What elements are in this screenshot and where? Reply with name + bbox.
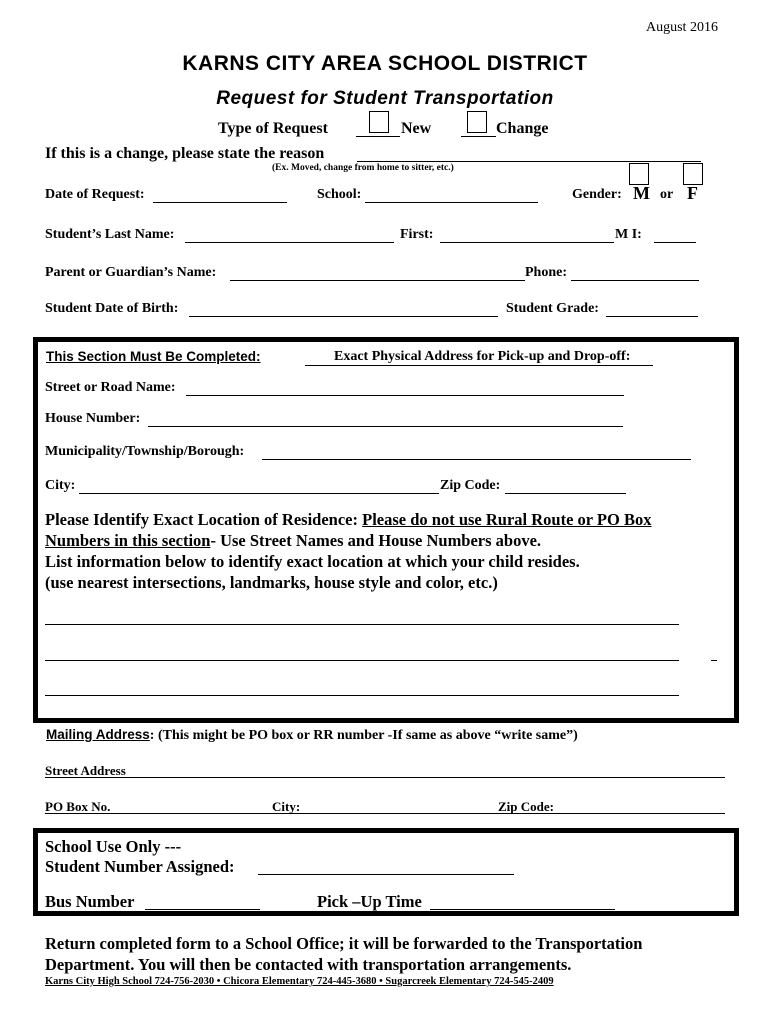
street-label: Street or Road Name: xyxy=(45,380,176,395)
location-line-2[interactable] xyxy=(45,660,679,661)
mailing-street-input[interactable] xyxy=(45,777,725,778)
gender-male-label: M xyxy=(633,183,650,203)
first-name-label: First: xyxy=(400,227,434,242)
mailing-city-label: City: xyxy=(272,799,301,814)
change-checkbox[interactable] xyxy=(467,111,487,133)
new-label: New xyxy=(401,120,432,137)
form-date: August 2016 xyxy=(646,20,718,35)
address-section-subheading: Exact Physical Address for Pick-up and Drop-off: xyxy=(334,349,631,364)
zip-input[interactable] xyxy=(505,493,626,494)
last-name-input[interactable] xyxy=(185,242,394,243)
gender-female-checkbox[interactable] xyxy=(683,163,703,185)
district-title: KARNS CITY AREA SCHOOL DISTRICT xyxy=(182,52,588,75)
dob-label: Student Date of Birth: xyxy=(45,301,179,316)
return-instructions-2: Department. You will then be contacted with transportation arrangements. xyxy=(45,955,572,974)
last-name-label: Student’s Last Name: xyxy=(45,227,175,242)
change-reason-example: (Ex. Moved, change from home to sitter, etc.) xyxy=(272,163,454,173)
school-use-title: School Use Only --- xyxy=(45,837,182,856)
mailing-zip-label: Zip Code: xyxy=(498,799,554,814)
new-line xyxy=(356,136,400,137)
date-of-request-input[interactable] xyxy=(153,202,287,203)
phone-label: Phone: xyxy=(525,265,567,280)
student-number-input[interactable] xyxy=(258,874,514,875)
student-number-label: Student Number Assigned: xyxy=(45,857,235,876)
gender-male-checkbox[interactable] xyxy=(629,163,649,185)
city-input[interactable] xyxy=(79,493,439,494)
request-type-label: Type of Request xyxy=(218,120,328,137)
parent-input[interactable] xyxy=(230,280,525,281)
change-line xyxy=(461,136,496,137)
phone-input[interactable] xyxy=(571,280,699,281)
dob-input[interactable] xyxy=(189,316,498,317)
instructions-line-2: Numbers in this section- Use Street Names and House Numbers above. xyxy=(45,531,542,550)
date-of-request-label: Date of Request: xyxy=(45,187,145,202)
bus-number-input[interactable] xyxy=(145,909,260,910)
first-name-input[interactable] xyxy=(440,242,614,243)
school-label: School: xyxy=(317,187,362,202)
mi-label: M I: xyxy=(615,227,642,242)
house-number-input[interactable] xyxy=(148,426,623,427)
zip-label: Zip Code: xyxy=(440,478,501,493)
mailing-street-label: Street Address xyxy=(45,763,126,778)
po-box-label: PO Box No. xyxy=(45,799,111,814)
grade-input[interactable] xyxy=(606,316,698,317)
mailing-heading: Mailing Address xyxy=(46,727,150,742)
location-line-2-tick xyxy=(711,660,717,661)
new-checkbox[interactable] xyxy=(369,111,389,133)
instructions-line-1: Please Identify Exact Location of Residence: Please do not use Rural Route or PO Box xyxy=(45,510,652,529)
school-input[interactable] xyxy=(365,202,538,203)
parent-label: Parent or Guardian’s Name: xyxy=(45,265,217,280)
address-section-heading: This Section Must Be Completed: xyxy=(46,349,261,364)
grade-label: Student Grade: xyxy=(506,301,599,316)
school-contacts: Karns City High School 724-756-2030 • Chicora Elementary 724-445-3680 • Sugarcreek Elementary 724-545-2409 xyxy=(45,976,554,987)
address-subheading-underline xyxy=(305,365,653,366)
gender-female-label: F xyxy=(687,183,698,203)
gender-or: or xyxy=(660,187,674,202)
street-input[interactable] xyxy=(186,395,624,396)
mailing-note: : (This might be PO box or RR number -If same as above “write same”) xyxy=(149,728,578,743)
bus-number-label: Bus Number xyxy=(45,892,135,911)
pickup-time-label: Pick –Up Time xyxy=(317,892,422,911)
return-instructions-1: Return completed form to a School Office; it will be forwarded to the Transportation xyxy=(45,934,643,953)
municipality-label: Municipality/Township/Borough: xyxy=(45,444,245,459)
mailing-po-city-zip-input[interactable] xyxy=(45,813,725,814)
instructions-line-4: (use nearest intersections, landmarks, house style and color, etc.) xyxy=(45,573,498,592)
mi-input[interactable] xyxy=(654,242,696,243)
location-line-1[interactable] xyxy=(45,624,679,625)
location-line-3[interactable] xyxy=(45,695,679,696)
mailing-heading-row xyxy=(46,727,578,744)
form-subtitle: Request for Student Transportation xyxy=(216,88,554,109)
instructions-line-3: List information below to identify exact location at which your child resides. xyxy=(45,552,580,571)
change-reason-label: If this is a change, please state the reason xyxy=(45,145,325,162)
city-label: City: xyxy=(45,478,76,493)
house-number-label: House Number: xyxy=(45,411,141,426)
change-label: Change xyxy=(496,120,549,137)
gender-label: Gender: xyxy=(572,187,622,202)
change-reason-input[interactable] xyxy=(357,161,701,162)
municipality-input[interactable] xyxy=(262,459,691,460)
pickup-time-input[interactable] xyxy=(430,909,615,910)
